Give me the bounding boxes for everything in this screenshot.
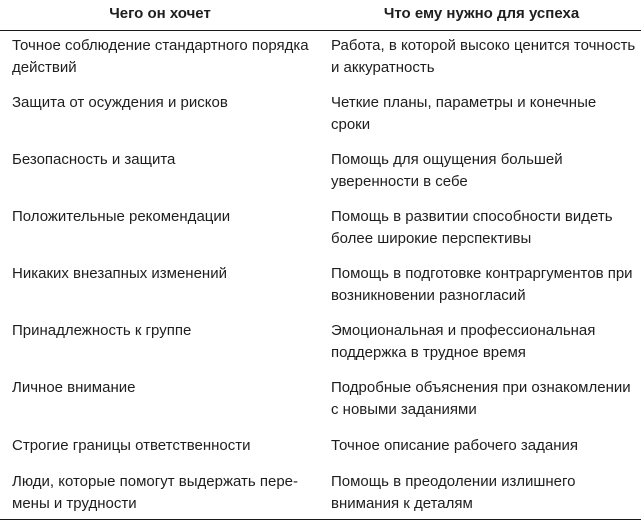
cell-wants: Строгие границы ответственности <box>12 437 251 454</box>
cell-needs: Помощь в преодолении излишнего внимания к деталям <box>331 473 576 512</box>
cell-needs: Точное описание рабочего задания <box>331 437 579 454</box>
column-header-wants: Чего он хочет <box>109 5 211 22</box>
cell-wants: Принадлежность к группе <box>12 322 192 339</box>
bottom-divider <box>0 519 641 520</box>
cell-wants: Личное внимание <box>12 379 136 396</box>
cell-needs: Помощь в подготовке контраргументов при возникновении разногласий <box>331 265 633 304</box>
cell-needs: Эмоциональная и профессиональная поддержка в трудное время <box>331 322 596 361</box>
cell-needs: Помощь в развитии способности видеть более широкие перспективы <box>331 208 613 247</box>
cell-needs: Подробные объяснения при ознакомлении с новыми заданиями <box>331 379 631 418</box>
cell-needs: Работа, в которой высоко ценится точность и аккуратность <box>331 37 636 76</box>
cell-wants: Положительные рекомендации <box>12 208 231 225</box>
cell-wants: Люди, которые помогут выдержать пере-мены и трудности <box>12 473 299 512</box>
cell-needs: Четкие планы, параметры и конечные сроки <box>331 94 597 133</box>
column-header-needs: Что ему нужно для успеха <box>383 5 580 22</box>
cell-wants: Никаких внезапных изменений <box>12 265 227 282</box>
cell-wants: Безопасность и защита <box>12 151 176 168</box>
table-header <box>0 0 641 31</box>
cell-needs: Помощь для ощущения большей уверенности в себе <box>331 151 563 190</box>
cell-wants: Точное соблюдение стандартного порядка действий <box>12 37 309 76</box>
cell-wants: Защита от осуждения и рисков <box>12 94 228 111</box>
